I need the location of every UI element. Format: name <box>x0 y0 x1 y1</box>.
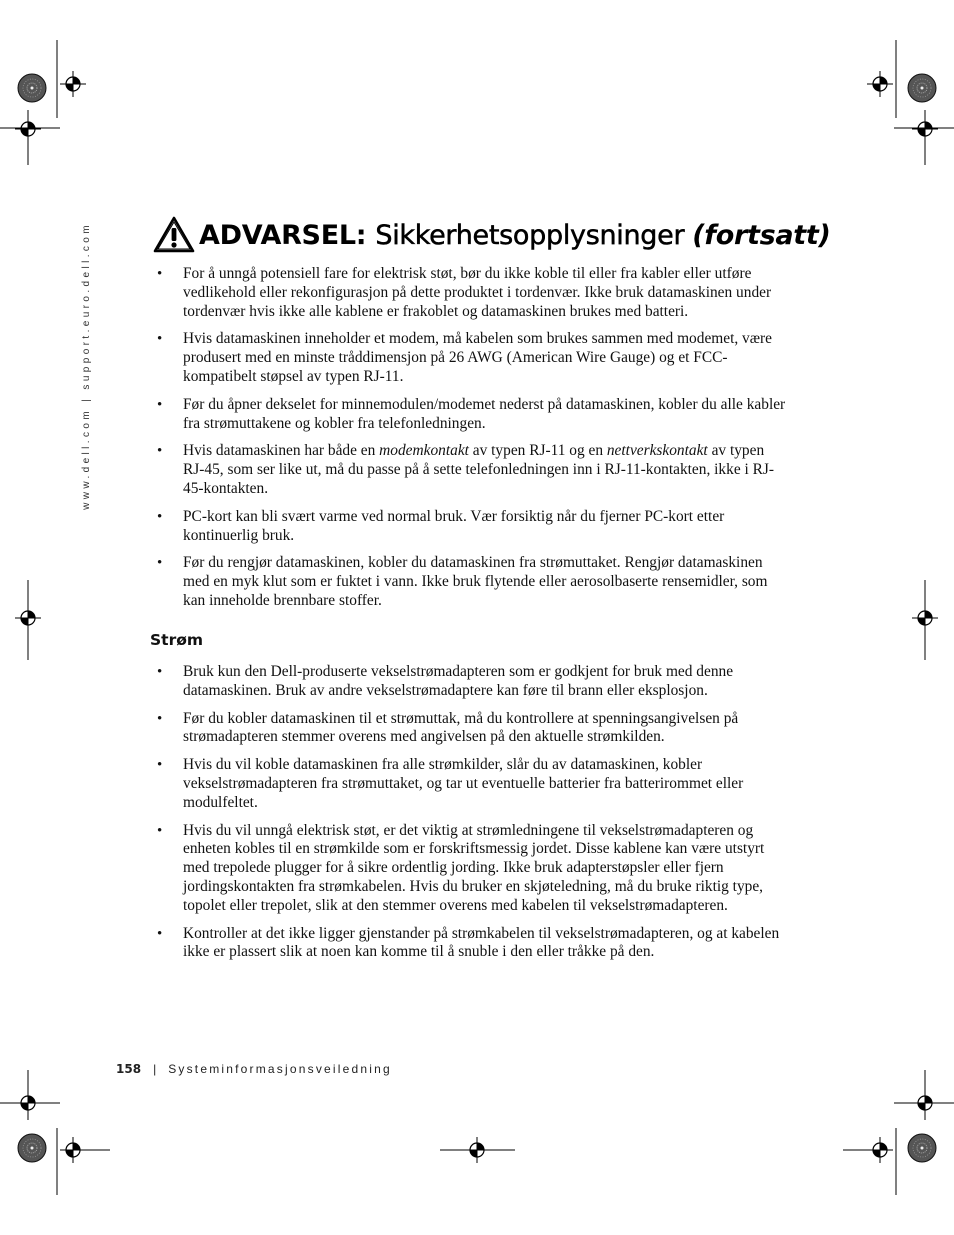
list-item-text: Hvis datamaskinen inneholder et modem, må kabelen som brukes sammen med modemet, være produsert med en minste tråddimensjon på 26 AWG (American Wire Gauge) og et FCC-kompatibelt støpsel av typen RJ-11. <box>183 330 772 385</box>
bullet-glyph: • <box>157 822 163 839</box>
list-item-text: Hvis du vil unngå elektrisk støt, er det viktig at strømledningene til vekselstrømadapteren og enheten kobles til en strømkilde som er forskriftsmessig jordet. Disse kablene kan være utstyrt med trepolede plugger for å sikre ordentlig jording. Ikke bruk adapterstøpsler eller fjern jordingskontakten fra strømkabelen. Hvis du bruker en skjøteledning, må du bruke riktig type, topolet eller trepolet, slik at den stemmer overens med kabelen til vekselstrømadapteren. <box>183 821 765 914</box>
list-item <box>0 508 788 546</box>
section-heading: Strøm <box>150 631 204 649</box>
list-item-text: Kontroller at det ikke ligger gjenstander på strømkabelen til vekselstrømadapteren, og at kabelen ikke er plassert slik at noen kan komme til å snuble i den eller tråkke på den. <box>183 924 780 961</box>
list-item <box>0 756 788 812</box>
safety-list <box>0 265 788 611</box>
bullet-glyph: • <box>157 508 163 525</box>
bullet-glyph: • <box>157 396 163 413</box>
bullet-glyph: • <box>157 925 163 942</box>
list-item <box>0 822 788 916</box>
list-item <box>0 925 788 963</box>
bullet-glyph: • <box>157 266 163 282</box>
list-item-text: For å unngå potensiell fare for elektrisk støt, bør du ikke koble til eller fra kabler eller utføre vedlikehold eller rekonfigurasjon på dette produktet i tordenvær. Ikke bruk datamaskinen under tordenvær hvis ikke alle kablene er frakoblet og datamaskinen brukes med batteri. <box>183 265 772 320</box>
bullet-glyph: • <box>157 331 163 348</box>
page-title <box>153 216 831 254</box>
emphasis-modem: modemkontakt <box>379 442 469 460</box>
bullet-glyph: • <box>157 555 163 572</box>
list-item <box>0 330 788 386</box>
list-item-text: PC-kort kan bli svært varme ved normal bruk. Vær forsiktig når du fjerner PC-kort etter kontinuerlig bruk. <box>183 507 725 544</box>
list-item <box>0 663 788 701</box>
side-url: www.dell.com | support.euro.dell.com <box>81 222 92 510</box>
power-list <box>0 663 788 962</box>
list-item <box>0 442 788 498</box>
list-item-text: Før du rengjør datamaskinen, kobler du datamaskinen fra strømuttaket. Rengjør datamaskinen med en myk klut som er fuktet i vann. Ikke bruk flytende eller aerosolbaserte rensemidler, som kan inneholde brennbare stoffer. <box>183 554 768 609</box>
list-item <box>0 554 788 610</box>
warning-triangle-icon <box>153 216 195 254</box>
list-item-text: Hvis datamaskinen har både en modemkontakt av typen RJ-11 og en nettverkskontakt av typen RJ-45, som ser like ut, må du passe på å sette telefonledningen inn i RJ-11-kontakten, ikke i RJ-45-kontakten. <box>183 442 774 497</box>
page-number: 158 <box>116 1062 142 1076</box>
list-item <box>0 396 788 434</box>
bullet-glyph: • <box>157 710 163 727</box>
bullet-glyph: • <box>157 443 163 460</box>
title-label: ADVARSEL: <box>199 219 367 251</box>
bullet-glyph: • <box>157 664 163 680</box>
emphasis-network: nettverkskontakt <box>606 442 708 460</box>
bullet-glyph: • <box>157 757 163 774</box>
list-item <box>0 710 788 748</box>
page-footer <box>116 1062 392 1076</box>
footer-separator: | <box>153 1062 157 1076</box>
list-item-text: Før du åpner dekselet for minnemodulen/modemet nederst på datamaskinen, kobler du alle kabler fra strømuttakene og kobler fra telefonledningen. <box>183 395 786 432</box>
title-main: Sikkerhetsopplysninger <box>375 219 685 251</box>
list-item <box>0 265 788 321</box>
list-item-text: Før du kobler datamaskinen til et strømuttak, må du kontrollere at spenningsangivelsen på strømadapteren stemmer overens med angivelsen på den aktuelle strømkilden. <box>183 709 739 746</box>
title-continued: (fortsatt) <box>692 219 831 251</box>
list-item-text: Hvis du vil koble datamaskinen fra alle strømkilder, slår du av datamaskinen, kobler vekselstrømadapteren fra strømuttaket, og tar ut eventuelle batterier fra batterirommet eller modulfeltet. <box>183 756 744 811</box>
footer-doc-title: Systeminformasjonsveiledning <box>168 1062 392 1076</box>
list-item-text: Bruk kun den Dell-produserte vekselstrømadapteren som er godkjent for bruk med denne datamaskinen. Bruk av andre vekselstrømadaptere kan føre til brann eller eksplosjon. <box>183 663 734 699</box>
